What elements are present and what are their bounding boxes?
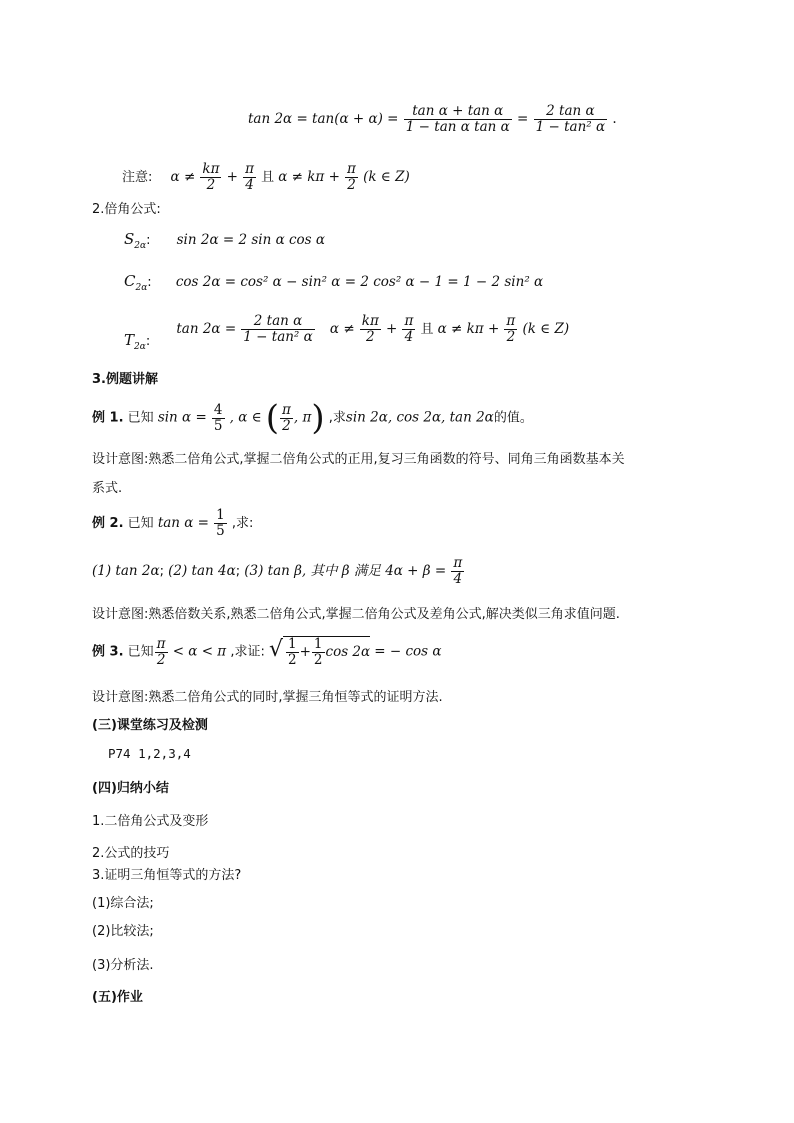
separator: ; (235, 564, 241, 579)
c2a-formula-row (124, 272, 543, 293)
plus-sign: + (226, 169, 238, 185)
fraction (534, 104, 607, 135)
fraction-denominator: 4 (245, 177, 254, 193)
fraction (214, 508, 227, 539)
fraction (243, 162, 256, 193)
formula: cos 2α = cos² α − sin² α = 2 cos² α − 1 = 1 − 2 sin² α (175, 274, 544, 290)
formula-label-subscript: 2α (135, 283, 148, 293)
fraction-numerator: π (282, 401, 291, 418)
summary-item: 1.二倍角公式及变形 (92, 814, 209, 829)
fraction-numerator: π (347, 161, 356, 177)
summary-item: (3)分析法. (92, 958, 154, 973)
fraction (402, 314, 415, 345)
example-text: 的值。 (493, 410, 533, 426)
colon: : (146, 233, 151, 248)
fraction-denominator: 2 (506, 329, 516, 345)
part: (2) tan 4α (168, 563, 236, 579)
fraction-numerator: π (404, 313, 414, 329)
example-formula: < α < π (172, 643, 227, 660)
fraction-denominator: 2 (347, 177, 356, 193)
section-heading: (四)归纳小结 (92, 781, 169, 796)
example-1 (92, 398, 533, 438)
colon: : (147, 275, 152, 290)
example-text: 已知 (127, 410, 154, 426)
condition-text: α ≠ kπ + (437, 321, 500, 337)
example-text: ,求证: (230, 644, 265, 660)
note-label: 注意: (122, 170, 153, 185)
fraction-numerator: π (453, 555, 463, 571)
example-formula: sin 2α, cos 2α, tan 2α (345, 409, 494, 426)
formula-lhs: tan 2α = (176, 321, 237, 337)
period: . (612, 111, 617, 127)
colon: : (145, 334, 151, 349)
fraction-denominator: 5 (213, 417, 223, 434)
fraction-denominator: 2 (313, 652, 323, 668)
summary-item: 3.证明三角恒等式的方法? (92, 868, 242, 883)
fraction-denominator: 5 (216, 523, 225, 539)
fraction-numerator: π (156, 635, 166, 652)
fraction-denominator: 1 − tan α tan α (405, 119, 510, 135)
example-label: 例 1. (92, 410, 124, 426)
t2a-formula-row (124, 313, 570, 352)
fraction-denominator: 2 (156, 651, 166, 668)
fraction-numerator: 2 tan α (534, 104, 607, 120)
right-paren: ) (311, 398, 325, 438)
part: (3) tan β, 其中 β 满足 4α + β = (244, 563, 447, 579)
fraction-denominator: 2 (206, 177, 216, 193)
fraction-numerator: 2 tan α (241, 314, 314, 330)
example-2-parts (92, 556, 465, 587)
practice-exercises: P74 1,2,3,4 (108, 746, 191, 761)
plus-sign: + (385, 321, 398, 337)
fraction-denominator: 1 − tan² α (535, 119, 606, 135)
s2a-formula-row (124, 230, 325, 251)
fraction-numerator: π (506, 313, 516, 329)
part: (1) tan 2α (92, 563, 160, 579)
formula-label-subscript: 2α (134, 241, 147, 251)
fraction-numerator: tan α + tan α (404, 104, 512, 120)
formula: sin 2α = 2 sin α cos α (176, 232, 325, 248)
fraction (312, 637, 325, 668)
fraction-numerator: 4 (213, 401, 223, 418)
radical-sign-icon: √ (268, 637, 284, 662)
fraction (360, 314, 381, 345)
example-3 (92, 636, 442, 668)
note-line (122, 162, 410, 193)
fraction (451, 556, 464, 587)
formula-label: C (124, 272, 136, 290)
section-heading: 2.倍角公式: (92, 202, 161, 217)
design-intent: 设计意图:熟悉倍数关系,熟悉二倍角公式,掌握二倍角公式及差角公式,解决类似三角求值问题. (92, 607, 620, 622)
fraction-numerator: 1 (288, 636, 297, 652)
fraction (155, 637, 168, 668)
example-formula: , π (293, 409, 312, 426)
formula-label: T (124, 331, 135, 349)
fraction-numerator: 1 (216, 507, 225, 523)
example-text: 已知 (127, 516, 154, 531)
fraction-denominator: 2 (288, 652, 297, 668)
fraction-denominator: 4 (453, 571, 463, 587)
fraction-denominator: 2 (366, 329, 375, 345)
fraction (504, 314, 517, 345)
design-intent: 设计意图:熟悉二倍角公式,掌握二倍角公式的正用,复习三角函数的符号、同角三角函数基本关 (92, 452, 625, 467)
example-text: ,求 (328, 410, 346, 426)
example-label: 例 3. (92, 644, 124, 660)
fraction-numerator: kπ (361, 313, 379, 329)
summary-item: (1)综合法; (92, 896, 154, 911)
example-text: 已知 (127, 644, 154, 660)
and-text: 且 (261, 170, 275, 185)
fraction (286, 637, 299, 668)
fraction (280, 403, 293, 434)
fraction-denominator: 2 (282, 417, 291, 434)
example-text: ,求: (231, 516, 254, 531)
fraction (241, 314, 314, 345)
example-formula: , α ∈ (229, 409, 262, 426)
fraction (404, 104, 512, 135)
separator: ; (159, 564, 164, 579)
condition-text: (k ∈ Z) (363, 169, 410, 185)
condition-text: α ≠ kπ + (278, 169, 340, 185)
fraction (345, 162, 358, 193)
condition-text: α ≠ (170, 169, 196, 185)
summary-item: 2.公式的技巧 (92, 846, 170, 861)
fraction-denominator: 4 (404, 329, 414, 345)
summary-item: (2)比较法; (92, 924, 154, 939)
formula-lhs: tan 2α = tan(α + α) = (248, 111, 399, 127)
fraction-numerator: 1 (313, 636, 323, 652)
design-intent: 系式. (92, 481, 123, 496)
square-root: √ $\frac{1}{2}$ + $\frac{1}{2}$ cos 2α (268, 636, 371, 668)
fraction (200, 162, 221, 193)
radicand-text: cos 2α (325, 644, 371, 660)
example-2 (92, 508, 253, 539)
fraction (212, 403, 225, 434)
fraction-denominator: 1 − tan² α (243, 329, 313, 345)
fraction-numerator: kπ (202, 161, 220, 177)
fraction-numerator: π (245, 161, 254, 177)
equals-sign: = (517, 111, 529, 127)
example-formula: = − cos α (374, 643, 442, 660)
tan-double-angle-derivation (248, 104, 617, 135)
formula-label: S (124, 230, 135, 248)
formula-label-subscript: 2α (134, 342, 146, 352)
condition-text: (k ∈ Z) (522, 321, 570, 337)
section-heading: (五)作业 (92, 990, 143, 1005)
example-formula: sin α = (157, 409, 207, 426)
example-formula: tan α = (157, 515, 209, 531)
example-label: 例 2. (92, 516, 124, 531)
section-heading: (三)课堂练习及检测 (92, 718, 208, 733)
section-heading: 3.例题讲解 (92, 372, 158, 387)
and-text: 且 (420, 322, 434, 337)
design-intent: 设计意图:熟悉二倍角公式的同时,掌握三角恒等式的证明方法. (92, 690, 443, 705)
left-paren: ( (265, 398, 280, 438)
condition-text: α ≠ (329, 321, 355, 337)
